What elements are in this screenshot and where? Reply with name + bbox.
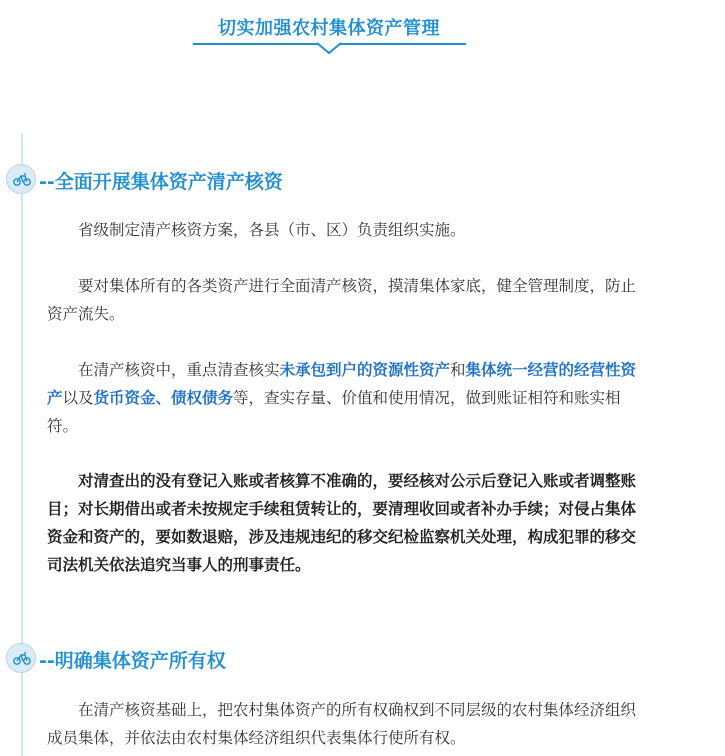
chevron-down-icon bbox=[316, 41, 342, 55]
text-run: 等，查实存量、价值和使用情况，做到账证相符和账实相符。 bbox=[47, 389, 621, 435]
highlight-text: 未承包到户的资源性资产 bbox=[279, 361, 451, 379]
section-badge bbox=[6, 643, 36, 673]
highlight-text: 货币资金、债权债务 bbox=[93, 389, 234, 407]
page-header bbox=[0, 0, 725, 70]
paragraph-bold: 对清查出的没有登记入账或者核算不准确的，要经核对公示后登记入账或者调整账目；对长期借出或者未按规定手续租赁转让的，要清理收回或者补办手续；对侵占集体资金和资产的，要如数退赔，涉及违规违纪的移交纪检监察机关处理，构成犯罪的移交司法机关依法追究当事人的刑事责任。 bbox=[47, 472, 637, 574]
paragraph: 在清产核资基础上，把农村集体资产的所有权确权到不同层级的农村集体经济组织成员集体，并依法由农村集体经济组织代表集体行使所有权。 bbox=[47, 701, 637, 747]
paragraph-highlighted bbox=[47, 356, 642, 440]
highlight-text: 集体统一经营的经营性资产 bbox=[47, 361, 637, 407]
section-heading-2 bbox=[6, 643, 606, 679]
section-title: --全面开展集体资产清产核资 bbox=[39, 171, 283, 193]
paragraph: 要对集体所有的各类资产进行全面清产核资，摸清集体家底，健全管理制度，防止资产流失。 bbox=[47, 277, 637, 323]
section-title: --明确集体资产所有权 bbox=[39, 650, 226, 672]
bike-icon bbox=[13, 172, 31, 186]
text-run: 以及 bbox=[62, 389, 94, 407]
page-title: 切实加强农村集体资产管理 bbox=[218, 18, 440, 39]
text-run: 和 bbox=[450, 361, 466, 379]
text-run: 在清产核资中，重点清查核实 bbox=[78, 361, 280, 379]
section-heading-1 bbox=[6, 164, 606, 200]
paragraph: 省级制定清产核资方案，各县（市、区）负责组织实施。 bbox=[78, 221, 466, 239]
section-badge bbox=[6, 164, 36, 194]
bike-icon bbox=[13, 651, 31, 665]
